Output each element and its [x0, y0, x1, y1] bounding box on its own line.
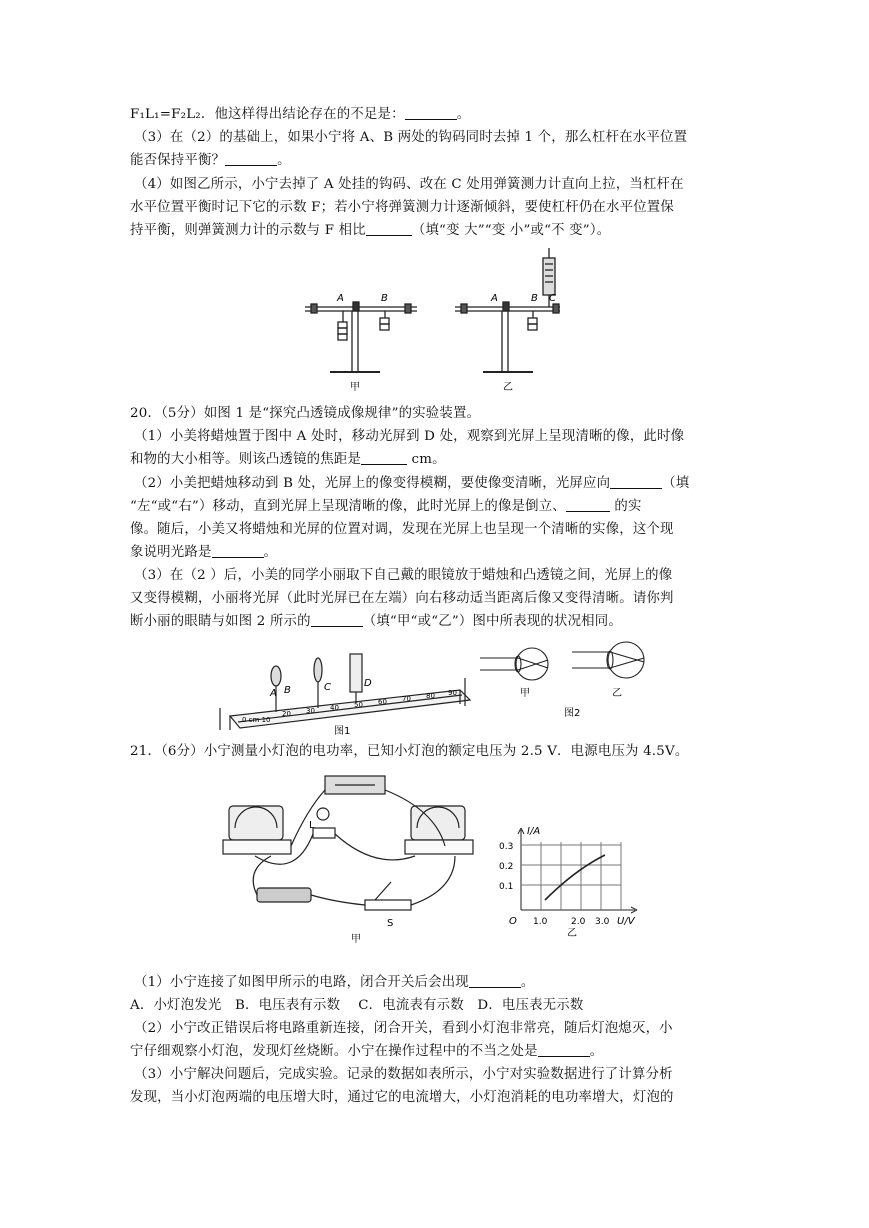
circuit-figure: [215, 770, 655, 945]
text: （填: [662, 476, 690, 491]
label-jia: 甲: [350, 382, 360, 393]
label-yi: 乙: [612, 688, 622, 699]
eye-jia: [480, 648, 548, 680]
answer-blank[interactable]: [566, 497, 610, 512]
q21-title: 21．（6分）小宁测量小灯泡的电功率，已知小灯泡的额定电压为 2.5 V．电源电压为 4.5V。: [130, 744, 689, 759]
text: “左“或“右”）移动，直到光屏上呈现清晰的像，此时光屏上的像是倒立、: [130, 499, 566, 514]
label-A: A: [491, 293, 498, 304]
xtick: 3.0: [595, 917, 610, 927]
lever-jia: [305, 302, 417, 372]
q20-part3-line3: [130, 612, 622, 632]
ruler-tick: 50: [354, 701, 363, 709]
circuit-jia: [223, 776, 473, 910]
q19-part3-line1: （3）在（2）的基础上，如果小宁将 A、B 两处的钩码同时去掉 1 个，那么杠杆在水平位置: [134, 130, 688, 145]
label-B: B: [381, 293, 388, 304]
answer-blank[interactable]: [538, 1042, 590, 1057]
optics-figure: [210, 638, 770, 738]
ruler-tick: 20: [282, 710, 291, 718]
text: 。: [263, 545, 278, 560]
q21-part2-line2: [130, 1042, 603, 1062]
q21-options: A．小灯泡发光 B．电压表有示数 C．电流表有示数 D．电压表无示数: [130, 998, 584, 1013]
ruler-tick: 40: [330, 704, 339, 712]
fig1-caption: 图1: [334, 726, 351, 737]
label-C: C: [324, 682, 331, 693]
text: 象说明光路是: [130, 545, 212, 560]
text: （填“变 大”“变 小”或“不 变”）。: [411, 223, 611, 238]
q20-part1-line1: （1）小美将蜡烛置于图中 A 处时，移动光屏到 D 处，观察到光屏上呈现清晰的像，此时像: [134, 429, 685, 444]
q20-part2-line1: [134, 474, 689, 494]
lever-figure: [295, 240, 595, 400]
answer-blank[interactable]: [311, 612, 363, 627]
q20-title: 20．（5分）如图 1 是“探究凸透镜成像规律”的实验装置。: [130, 406, 481, 421]
ruler-tick: 30: [306, 707, 315, 715]
answer-blank[interactable]: [469, 973, 521, 988]
ruler-start-label: 0 cm 10: [242, 716, 271, 724]
text: 持平衡，则弹簧测力计的示数与 F 相比: [130, 223, 366, 238]
q20-part2-line3: 像。随后，小美又将蜡烛和光屏的位置对调，发现在光屏上也呈现一个清晰的实像，这个现: [130, 522, 674, 537]
text: 。: [456, 107, 471, 122]
answer-blank[interactable]: [366, 221, 412, 236]
answer-blank[interactable]: [212, 543, 264, 558]
q19-part3-line2: [130, 151, 291, 171]
lever-yi: [455, 248, 560, 372]
xtick: 1.0: [533, 917, 548, 927]
origin-label: O: [509, 916, 517, 927]
label-D: D: [364, 678, 372, 689]
answer-blank[interactable]: [361, 450, 407, 465]
label-jia: 甲: [520, 688, 530, 699]
eye-yi: [572, 642, 644, 678]
ylabel: I/A: [527, 826, 541, 837]
answer-blank[interactable]: [225, 151, 277, 166]
q19-part4-line3: [130, 221, 610, 241]
label-S: S: [387, 918, 394, 929]
iu-graph: [518, 828, 637, 913]
label-B: B: [531, 293, 538, 304]
text: 能否保持平衡？: [130, 153, 226, 168]
text: 宁仔细观察小灯泡，发现灯丝烧断。小宁在操作过程中的不当之处是: [130, 1044, 538, 1059]
q21-part3-line2: 发现，当小灯泡两端的电压增大时，通过它的电流增大，小灯泡消耗的电功率增大，灯泡的: [130, 1090, 674, 1105]
label-A: A: [337, 293, 344, 304]
text: 断小丽的眼睛与如图 2 所示的: [130, 614, 311, 629]
text: 。: [520, 975, 535, 990]
q21-part3-line1: （3）小宁解决问题后，完成实验。记录的数据如表所示，小宁对实验数据进行了计算分析: [134, 1067, 673, 1082]
text: （1）小宁连接了如图甲所示的电路，闭合开关后会出现: [134, 975, 469, 990]
xlabel: U/V: [617, 916, 635, 927]
text: F₁L₁=F₂L₂．他这样得出结论存在的不足是：: [130, 107, 405, 122]
q19-part4-line1: （4）如图乙所示，小宁去掉了 A 处挂的钩码、改在 C 处用弹簧测力计直向上拉，当杠杆在: [134, 177, 684, 192]
text: （2）小美把蜡烛移动到 B 处，光屏上的像变得模糊，要使像变清晰，光屏应向: [134, 476, 611, 491]
xtick: 2.0: [571, 917, 586, 927]
q21-part1-line1: [134, 973, 535, 993]
q20-part2-line4: [130, 543, 277, 563]
label-B: B: [284, 685, 291, 696]
ytick: 0.2: [499, 862, 514, 872]
ytick: 0.3: [499, 842, 514, 852]
fig2-caption: 图2: [564, 708, 581, 719]
text: 和物的大小相等。则该凸透镜的焦距是: [130, 452, 362, 467]
label-C: C: [549, 293, 556, 304]
label-yi: 乙: [503, 382, 513, 393]
text: （填“甲“或“乙”）图中所表现的状况相同。: [362, 614, 622, 629]
q20-part1-line2: [130, 450, 446, 470]
q19-line-conclusion: [130, 105, 470, 125]
ruler-tick: 60: [378, 698, 387, 706]
q19-part4-line2: 水平位置平衡时记下它的示数 F；若小宁将弹簧测力计逐渐倾斜，要使杠杆仍在水平位置保: [130, 200, 674, 215]
answer-blank[interactable]: [405, 105, 457, 120]
text: cm。: [407, 452, 446, 467]
label-yi: 乙: [567, 928, 577, 939]
q20-part2-line2: [130, 497, 642, 517]
text: 。: [277, 153, 291, 168]
label-A: A: [270, 688, 277, 699]
label-jia: 甲: [351, 934, 361, 945]
ruler-tick: 90: [448, 689, 457, 697]
q20-part3-line2: 又变得模糊，小丽将光屏（此时光屏已在左端）向右移动适当距离后像又变得清晰。请你判: [130, 591, 674, 606]
q21-part2-line1: （2）小宁改正错误后将电路重新连接，闭合开关，看到小灯泡非常亮，随后灯泡熄灭，小: [134, 1021, 673, 1036]
ruler-tick: 80: [426, 692, 435, 700]
text: 的实: [609, 499, 642, 514]
text: 。: [589, 1044, 604, 1059]
label-L: L: [309, 820, 315, 831]
ruler-tick: 70: [402, 695, 411, 703]
q20-part3-line1: （3）在（2 ）后，小美的同学小丽取下自己戴的眼镜放于蜡烛和凸透镜之间，光屏上的像: [134, 568, 673, 583]
ytick: 0.1: [499, 882, 514, 892]
answer-blank[interactable]: [610, 474, 662, 489]
